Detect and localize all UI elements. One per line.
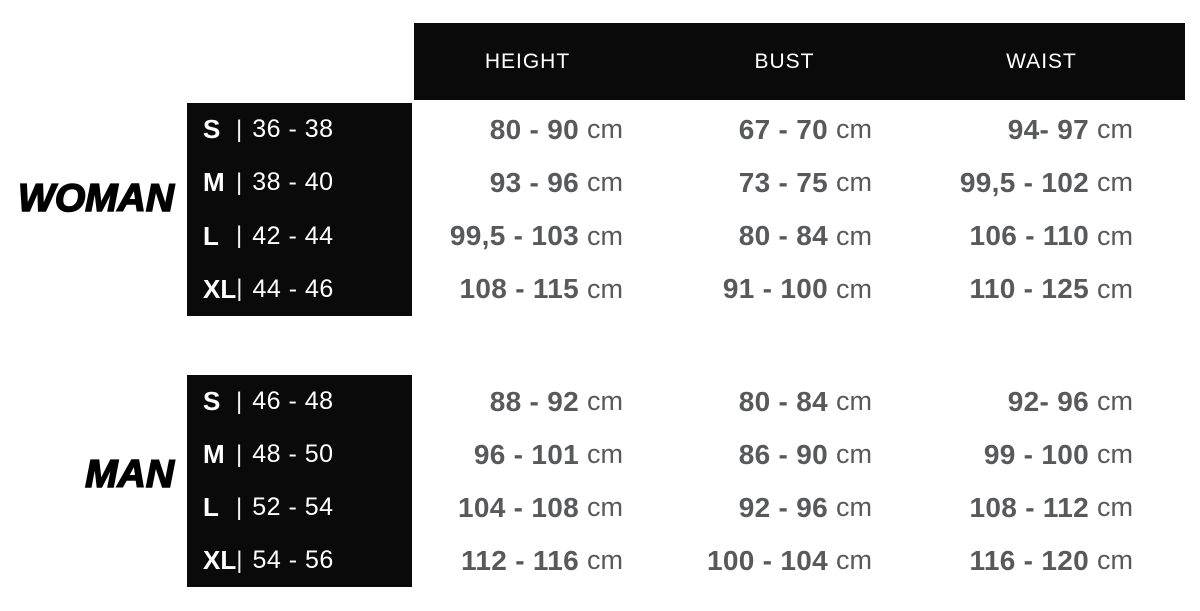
value-unit: cm <box>836 439 872 469</box>
size-range: 54 - 56 <box>252 546 334 574</box>
size-separator: | <box>236 546 243 574</box>
value-unit: cm <box>1097 545 1133 575</box>
value-range: 96 - 101 <box>473 438 579 470</box>
table-header-bar <box>414 23 1185 100</box>
column-header-waist: WAIST <box>1006 49 1077 73</box>
man-l-bust <box>671 481 928 534</box>
value-range: 86 - 90 <box>738 438 828 470</box>
man-size-row-xl <box>203 545 412 576</box>
man-s-bust <box>671 375 928 428</box>
man-l-waist <box>928 481 1185 534</box>
value-unit: cm <box>836 273 872 304</box>
size-letter: XL <box>203 273 237 304</box>
size-separator: | <box>236 222 243 250</box>
woman-xl-bust <box>671 263 928 316</box>
value-range: 112 - 116 <box>461 544 579 576</box>
woman-size-row-l <box>203 221 412 252</box>
value-range: 80 - 90 <box>489 113 579 145</box>
column-header-bust: BUST <box>754 49 815 73</box>
woman-l-bust <box>671 210 928 263</box>
man-m-bust <box>671 428 928 481</box>
value-unit: cm <box>587 220 623 251</box>
value-range: 91 - 100 <box>722 273 828 305</box>
value-unit: cm <box>1097 273 1133 304</box>
size-separator: | <box>236 168 243 196</box>
size-letter: S <box>203 114 221 145</box>
size-letter: L <box>203 220 219 251</box>
value-unit: cm <box>836 114 872 145</box>
size-separator: | <box>236 387 243 415</box>
value-unit: cm <box>587 545 623 575</box>
size-separator: | <box>236 440 243 468</box>
value-range: 104 - 108 <box>457 491 579 523</box>
value-unit: cm <box>836 545 872 575</box>
value-range: 106 - 110 <box>969 220 1089 252</box>
size-letter: XL <box>203 545 237 575</box>
woman-m-height <box>414 156 671 209</box>
size-letter: M <box>203 439 225 469</box>
value-unit: cm <box>1097 167 1133 198</box>
value-range: 116 - 120 <box>969 544 1089 576</box>
size-range: 44 - 46 <box>252 274 334 303</box>
man-s-waist <box>928 375 1185 428</box>
value-unit: cm <box>836 167 872 198</box>
woman-l-waist <box>928 210 1185 263</box>
value-unit: cm <box>836 386 872 416</box>
value-unit: cm <box>1097 386 1133 416</box>
size-range: 42 - 44 <box>252 221 334 250</box>
size-separator: | <box>236 115 243 143</box>
value-range: 88 - 92 <box>489 385 579 417</box>
man-m-height <box>414 428 671 481</box>
value-unit: cm <box>587 386 623 416</box>
value-unit: cm <box>1097 439 1133 469</box>
man-m-waist <box>928 428 1185 481</box>
woman-l-height <box>414 210 671 263</box>
value-unit: cm <box>836 492 872 522</box>
section-label-man: MAN <box>85 453 174 496</box>
woman-measurements-grid <box>414 103 1185 316</box>
value-unit: cm <box>587 167 623 198</box>
value-range: 99,5 - 103 <box>449 220 579 252</box>
man-s-height <box>414 375 671 428</box>
value-unit: cm <box>587 492 623 522</box>
woman-size-box <box>187 103 412 316</box>
section-label-woman: WOMAN <box>18 177 174 220</box>
size-separator: | <box>236 493 243 521</box>
value-unit: cm <box>1097 220 1133 251</box>
man-size-row-m <box>203 439 412 470</box>
woman-size-row-xl <box>203 274 412 305</box>
woman-size-row-m <box>203 167 412 198</box>
size-range: 46 - 48 <box>252 387 334 415</box>
value-range: 94- 97 <box>1007 113 1089 145</box>
value-unit: cm <box>587 114 623 145</box>
man-size-box <box>187 375 412 587</box>
value-unit: cm <box>587 273 623 304</box>
value-range: 108 - 112 <box>969 491 1089 523</box>
size-letter: L <box>203 492 219 522</box>
man-measurements-grid <box>414 375 1185 587</box>
woman-s-height <box>414 103 671 156</box>
value-range: 108 - 115 <box>459 273 579 305</box>
value-range: 99,5 - 102 <box>959 166 1089 198</box>
column-header-height: HEIGHT <box>484 49 571 73</box>
value-range: 73 - 75 <box>738 166 828 198</box>
value-range: 80 - 84 <box>738 385 828 417</box>
value-range: 93 - 96 <box>489 166 579 198</box>
man-xl-bust <box>671 534 928 587</box>
size-letter: S <box>203 386 221 416</box>
size-separator: | <box>236 275 243 303</box>
woman-s-bust <box>671 103 928 156</box>
woman-xl-waist <box>928 263 1185 316</box>
man-xl-waist <box>928 534 1185 587</box>
value-unit: cm <box>587 439 623 469</box>
man-size-row-l <box>203 492 412 523</box>
value-range: 110 - 125 <box>969 273 1089 305</box>
value-range: 67 - 70 <box>738 113 828 145</box>
value-unit: cm <box>1097 114 1133 145</box>
man-xl-height <box>414 534 671 587</box>
woman-xl-height <box>414 263 671 316</box>
value-unit: cm <box>836 220 872 251</box>
woman-s-waist <box>928 103 1185 156</box>
value-range: 99 - 100 <box>983 438 1089 470</box>
value-range: 80 - 84 <box>738 220 828 252</box>
size-range: 52 - 54 <box>252 493 334 521</box>
woman-m-waist <box>928 156 1185 209</box>
size-range: 48 - 50 <box>252 440 334 468</box>
woman-m-bust <box>671 156 928 209</box>
value-unit: cm <box>1097 492 1133 522</box>
size-range: 36 - 38 <box>252 115 334 144</box>
size-range: 38 - 40 <box>252 168 334 197</box>
value-range: 92- 96 <box>1007 385 1089 417</box>
value-range: 92 - 96 <box>738 491 828 523</box>
woman-size-row-s <box>203 114 412 145</box>
man-l-height <box>414 481 671 534</box>
value-range: 100 - 104 <box>706 544 828 576</box>
man-size-row-s <box>203 386 412 417</box>
size-letter: M <box>203 167 225 198</box>
